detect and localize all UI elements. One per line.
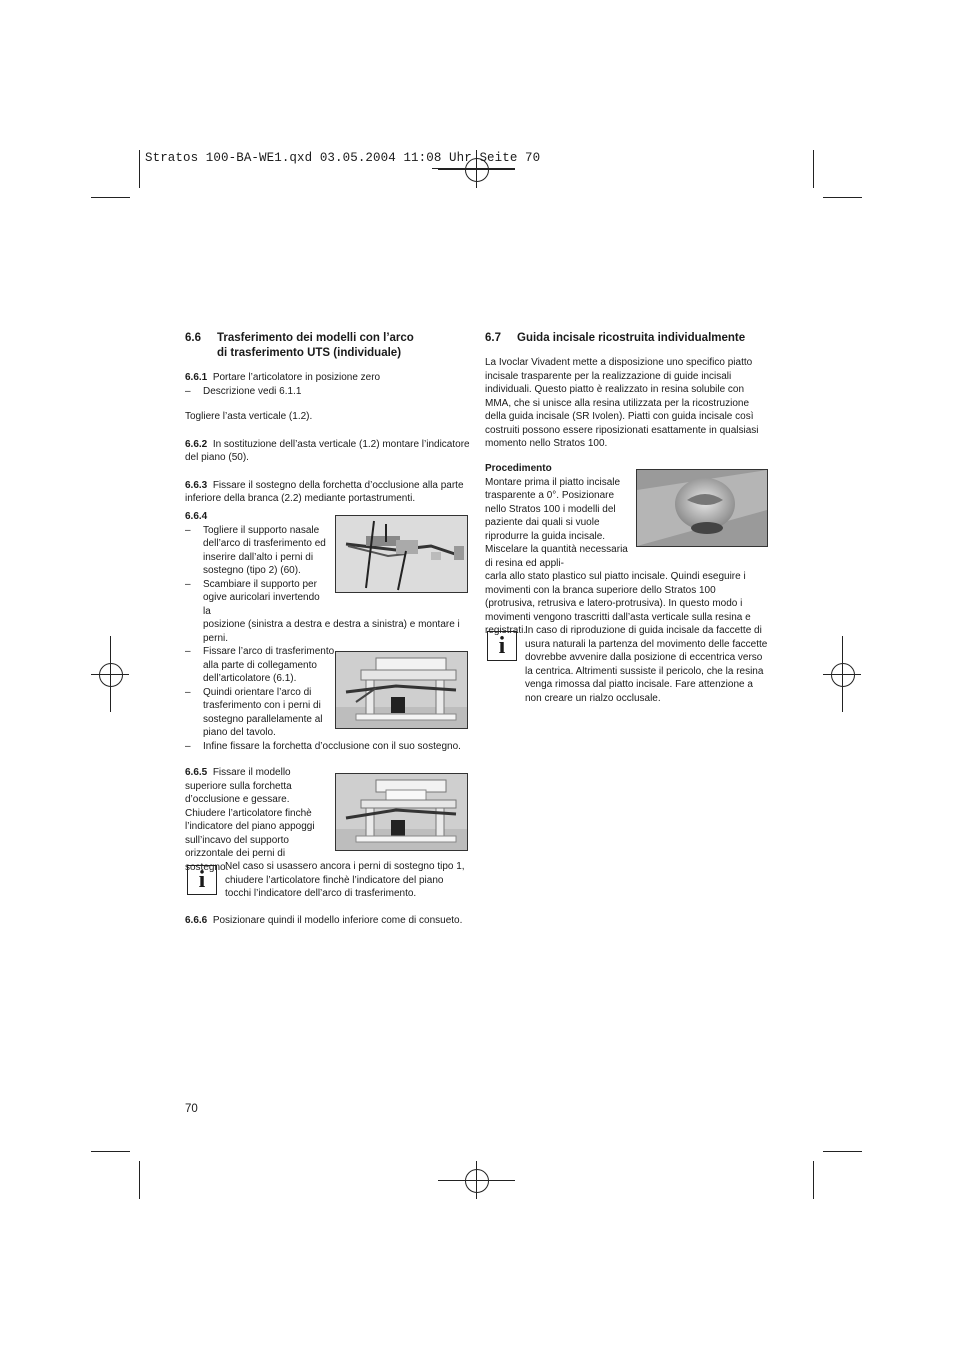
step-6-6-6: 6.6.6 Posizionare quindi il modello inferiore come di consueto. [185, 915, 463, 926]
page-number: 70 [185, 1103, 198, 1115]
crop-mark [823, 197, 862, 198]
file-slug: Stratos 100-BA-WE1.qxd 03.05.2004 11:08 Uhr Seite 70 [145, 151, 541, 165]
crop-mark [139, 150, 140, 188]
note-left: Nel caso si usassero ancora i perni di sostegno tipo 1, chiudere l’articolatore finchè l’indicatore del piano tocchi l’indicatore dell’arco di trasferimento. [225, 861, 465, 899]
section-heading-6-6: 6.6 Trasferimento dei modelli con l’arco di trasferimento UTS (individuale) [185, 332, 414, 359]
crop-mark [91, 197, 130, 198]
photo-articulator-2 [335, 773, 468, 851]
info-icon: i [187, 865, 217, 895]
procedure-text-b: carla allo stato plastico sul piatto incisale. Quindi eseguire i movimenti con la branca superiore dello Stratos 100 (protrusiva, retrusiva e latero-protrusiva). In questo modo i movimenti vengono trascritti dall’asta verticale sulla resina e registrati. [485, 571, 751, 636]
step-6-6-5: 6.6.5 Fissare il modello superiore sulla forchetta d’occlusione e gessare. Chiudere l’articolatore finchè l’indicatore del piano appoggi sull’incavo del supporto orizzontale dei perni di sostegno. [185, 767, 315, 873]
info-icon: i [487, 631, 517, 661]
step-6-6-3: 6.6.3 Fissare il sostegno della forchetta d’occlusione alla parte inferiore della branca (2.2) mediante portastrumenti. [185, 479, 464, 504]
crop-mark [813, 150, 814, 188]
section-heading-6-7: 6.7 Guida incisale ricostruita individualmente [485, 332, 746, 344]
slug-underline [432, 168, 515, 169]
step-6-6-1: 6.6.1 Portare l’articolatore in posizione zero – Descrizione vedi 6.1.1 [185, 372, 381, 397]
photo-transfer-bow [335, 515, 468, 593]
procedure-title: Procedimento [485, 463, 552, 474]
photo-incisal-plate [636, 469, 768, 547]
left-column [185, 331, 470, 506]
right-column [485, 331, 768, 451]
intro-text: La Ivoclar Vivadent mette a disposizione uno specifico piatto incisale trasparente per la realizzazione di guide incisali individuali. Questo piatto è realizzato in resina solubile con MMA, che si unisce alla resina utilizzata per la ricostruzione della guida incisale (SR Ivolen). Piatti con guida incisale così costruiti possono essere riposizionati esattamente in qualsiasi momento nello Stratos 100. [485, 357, 759, 449]
step-6-6-4-continued: – Fissare l’arco di trasferimento alla parte di collegamento dell’articolatore (6.1). – Quindi orientare l’arco di trasferimento con i perni di sostegno parallelamente al piano del tavolo. – Infine fissare la forchetta d’occlusione con il suo sostegno. [185, 646, 461, 752]
crop-mark [823, 1151, 862, 1152]
crop-mark [91, 1151, 130, 1152]
step-6-6-4: 6.6.4 – Togliere il supporto nasale dell’arco di trasferimento ed inserire dall’alto i perni di sostegno (tipo 2) (60). – Scambiare il supporto per ogive auricolari invertendo la posizione (sinistra a destra e destra a sinistra) e montare i perni. [185, 511, 460, 644]
note-right: In caso di riproduzione di guida incisale da faccette di usura naturali la partenza del movimento delle faccette dovrebbe avvenire dalla posizione di eccentrica verso la centrica. Altrimenti sussiste il pericolo, che la resina venga rimossa dal piatto incisale. Fare attenzione a non creare un rialzo occlusale. [525, 625, 768, 704]
step-6-6-2: 6.6.2 In sostituzione dell’asta verticale (1.2) montare l’indicatore del piano (50). [185, 438, 470, 463]
photo-articulator-1 [335, 651, 468, 729]
togliere-text: Togliere l’asta verticale (1.2). [185, 411, 313, 422]
procedure-text-a: Montare prima il piatto incisale trasparente a 0°. Posizionare nello Stratos 100 i modelli del paziente dai quali si vuole riprodurre la guida incisale. Miscelare la quantità necessaria di resina ed appli- [485, 476, 628, 569]
crop-mark [139, 1161, 140, 1199]
crop-mark [813, 1161, 814, 1199]
